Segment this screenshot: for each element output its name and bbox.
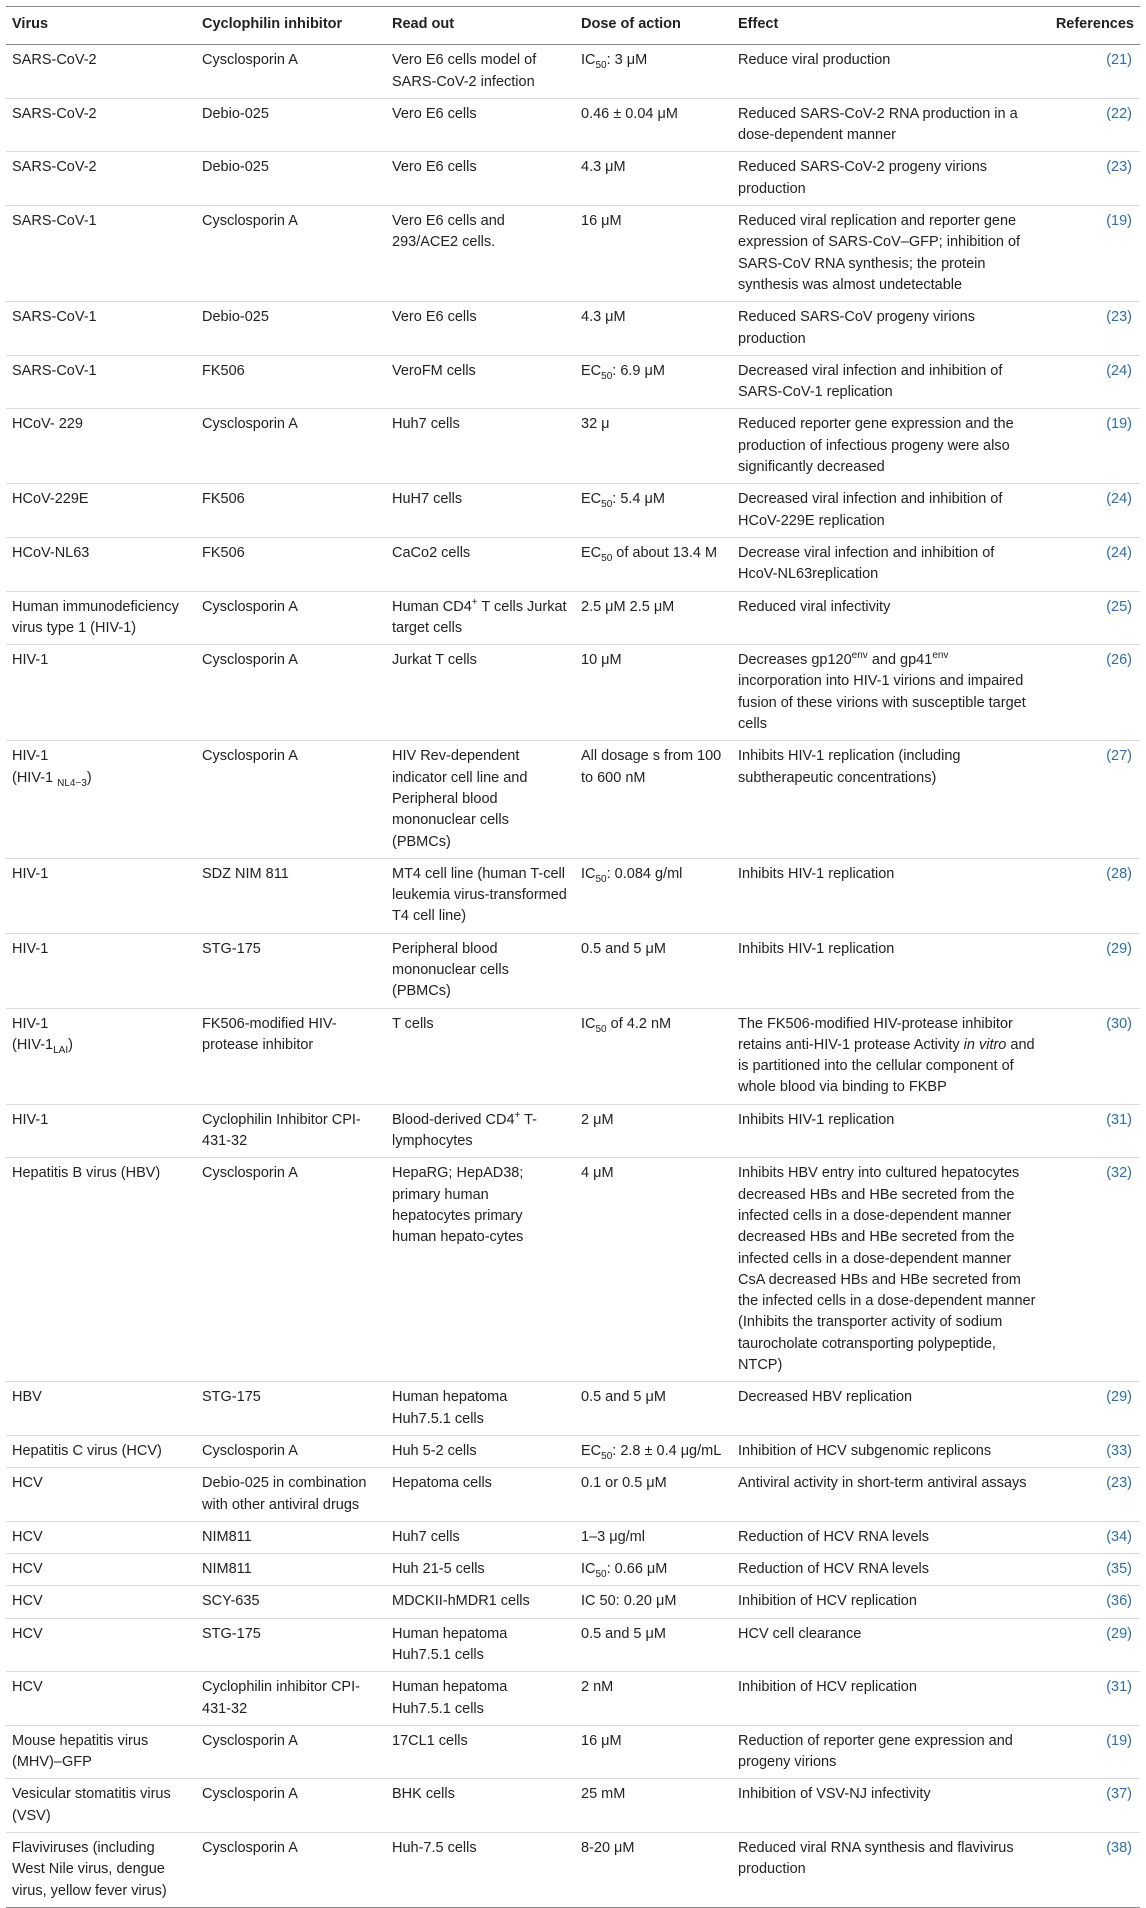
cell-effect: Reduction of reporter gene expression and progeny virions — [732, 1725, 1042, 1779]
cell-effect: Reduction of HCV RNA levels — [732, 1554, 1042, 1586]
cell-effect: Inhibits HIV-1 replication — [732, 858, 1042, 933]
cell-effect: Decreased HBV replication — [732, 1382, 1042, 1436]
cell-inhibitor: Cysclosporin A — [196, 741, 386, 858]
cell-reference[interactable]: (38) — [1042, 1833, 1140, 1908]
cell-virus: SARS-CoV-1 — [6, 355, 196, 409]
table-row — [6, 355, 1140, 409]
cell-inhibitor: Cysclosporin A — [196, 1435, 386, 1467]
cell-effect: Reduce viral production — [732, 45, 1042, 99]
cell-dose: $IC_{50}$ of 4.2 nM — [575, 1008, 732, 1104]
cell-reference[interactable]: (30) — [1042, 1008, 1140, 1104]
cell-inhibitor: Cyclophilin inhibitor CPI-431-32 — [196, 1672, 386, 1726]
table-row — [6, 302, 1140, 356]
table-row — [6, 1521, 1140, 1553]
cell-reference[interactable]: (32) — [1042, 1158, 1140, 1382]
cell-reference[interactable]: (19) — [1042, 409, 1140, 484]
cell-inhibitor: Cysclosporin A — [196, 206, 386, 302]
cell-readout: Vero E6 cells — [386, 152, 575, 206]
cell-reference[interactable]: (33) — [1042, 1435, 1140, 1467]
cell-dose: 0.5 and 5 μM — [575, 933, 732, 1008]
header-inhibitor: Cyclophilin inhibitor — [196, 7, 386, 45]
cell-virus: SARS-CoV-2 — [6, 152, 196, 206]
table-row — [6, 1672, 1140, 1726]
cell-dose: 8-20 μM — [575, 1833, 732, 1908]
cell-effect: Reduced viral replication and reporter gene expression of SARS-CoV–GFP; inhibition of SARS-CoV RNA synthesis; the protein synthesis was almost undetectable — [732, 206, 1042, 302]
cell-effect: Inhibition of HCV replication — [732, 1586, 1042, 1618]
header-readout: Read out — [386, 7, 575, 45]
cell-reference[interactable]: (29) — [1042, 933, 1140, 1008]
cell-dose: $EC_{50}$: 2.8 ± 0.4 μg/mL — [575, 1435, 732, 1467]
cell-inhibitor: Cysclosporin A — [196, 1779, 386, 1833]
table-row — [6, 206, 1140, 302]
cell-effect: Reduced viral RNA synthesis and flavivirus production — [732, 1833, 1042, 1908]
cell-dose: $EC_{50}$: 6.9 μM — [575, 355, 732, 409]
cell-dose: 16 μM — [575, 1725, 732, 1779]
cell-dose: 0.5 and 5 μM — [575, 1382, 732, 1436]
table-row — [6, 1435, 1140, 1467]
cell-effect: The FK506-modified HIV-protease inhibitor retains anti-HIV-1 protease Activity in vitro and is partitioned into the cellular component of whole blood via binding to FKBP — [732, 1008, 1042, 1104]
cell-reference[interactable]: (19) — [1042, 1725, 1140, 1779]
table-row — [6, 1833, 1140, 1908]
cell-inhibitor: Debio-025 — [196, 302, 386, 356]
cell-reference[interactable]: (29) — [1042, 1382, 1140, 1436]
cell-virus: Mouse hepatitis virus (MHV)–GFP — [6, 1725, 196, 1779]
cell-dose: 4.3 μM — [575, 152, 732, 206]
cell-virus: Hepatitis B virus (HBV) — [6, 1158, 196, 1382]
cell-reference[interactable]: (19) — [1042, 206, 1140, 302]
cell-effect: Inhibits HBV entry into cultured hepatocytes decreased HBs and HBe secreted from the infected cells in a dose-dependent manner decreased HBs and HBe secreted from the infected cells in a dose-dependent manner CsA decreased HBs and HBe secreted from the infected cells in a dose-dependent manner (Inhibits the transporter activity of sodium taurocholate cotransporting polypeptide, NTCP) — [732, 1158, 1042, 1382]
cell-dose: $EC_{50}$ of about 13.4 M — [575, 537, 732, 591]
cell-reference[interactable]: (27) — [1042, 741, 1140, 858]
cell-readout: Huh7 cells — [386, 1521, 575, 1553]
cell-dose: 2 nM — [575, 1672, 732, 1726]
cell-inhibitor: NIM811 — [196, 1521, 386, 1553]
cell-inhibitor: Cysclosporin A — [196, 45, 386, 99]
cell-effect: Reduced viral infectivity — [732, 591, 1042, 645]
cell-readout: 17CL1 cells — [386, 1725, 575, 1779]
cell-virus: HCV — [6, 1672, 196, 1726]
cell-effect: Reduction of HCV RNA levels — [732, 1521, 1042, 1553]
cell-dose: 0.46 ± 0.04 μM — [575, 98, 732, 152]
cell-inhibitor: STG-175 — [196, 1382, 386, 1436]
cell-dose: $IC_{50}$: 0.66 μM — [575, 1554, 732, 1586]
cell-inhibitor: Cysclosporin A — [196, 1833, 386, 1908]
cell-readout: Blood-derived CD4+ T-lymphocytes — [386, 1104, 575, 1158]
cell-virus: HCV — [6, 1586, 196, 1618]
cell-inhibitor: Debio-025 in combination with other antiviral drugs — [196, 1468, 386, 1522]
cell-dose: 25 mM — [575, 1779, 732, 1833]
cell-reference[interactable]: (35) — [1042, 1554, 1140, 1586]
cell-effect: Inhibits HIV-1 replication (including subtherapeutic concentrations) — [732, 741, 1042, 858]
cell-inhibitor: Cysclosporin A — [196, 591, 386, 645]
cell-inhibitor: Debio-025 — [196, 152, 386, 206]
cell-effect: Inhibition of HCV subgenomic replicons — [732, 1435, 1042, 1467]
cell-dose: 16 μM — [575, 206, 732, 302]
header-row — [6, 7, 1140, 45]
cell-reference[interactable]: (23) — [1042, 152, 1140, 206]
table-row — [6, 1779, 1140, 1833]
cell-inhibitor: Cyclophilin Inhibitor CPI-431-32 — [196, 1104, 386, 1158]
cell-inhibitor: NIM811 — [196, 1554, 386, 1586]
cell-readout: HIV Rev-dependent indicator cell line and Peripheral blood mononuclear cells (PBMCs) — [386, 741, 575, 858]
cell-inhibitor: STG-175 — [196, 933, 386, 1008]
cell-reference[interactable]: (34) — [1042, 1521, 1140, 1553]
cell-reference[interactable]: (37) — [1042, 1779, 1140, 1833]
cell-readout: Hepatoma cells — [386, 1468, 575, 1522]
header-effect: Effect — [732, 7, 1042, 45]
cell-virus: HIV-1 (HIV-1 $_{NL4-3}$) — [6, 741, 196, 858]
cell-virus: HIV-1 — [6, 933, 196, 1008]
table-row — [6, 152, 1140, 206]
cell-readout: Peripheral blood mononuclear cells (PBMCs) — [386, 933, 575, 1008]
cell-virus: HIV-1 — [6, 858, 196, 933]
cell-inhibitor: SDZ NIM 811 — [196, 858, 386, 933]
cell-readout: BHK cells — [386, 1779, 575, 1833]
cell-reference[interactable]: (24) — [1042, 537, 1140, 591]
table-row — [6, 741, 1140, 858]
cell-virus: SARS-CoV-1 — [6, 206, 196, 302]
cell-inhibitor: FK506-modified HIV-protease inhibitor — [196, 1008, 386, 1104]
cell-effect: Antiviral activity in short-term antiviral assays — [732, 1468, 1042, 1522]
cell-inhibitor: Cysclosporin A — [196, 645, 386, 741]
cell-inhibitor: FK506 — [196, 484, 386, 538]
cell-reference[interactable]: (21) — [1042, 45, 1140, 99]
cell-readout: HepaRG; HepAD38; primary human hepatocytes primary human hepato-cytes — [386, 1158, 575, 1382]
cell-virus: Flaviviruses (including West Nile virus, dengue virus, yellow fever virus) — [6, 1833, 196, 1908]
table-row — [6, 1554, 1140, 1586]
cell-readout: VeroFM cells — [386, 355, 575, 409]
cell-readout: MDCKII-hMDR1 cells — [386, 1586, 575, 1618]
cell-virus: HIV-1 — [6, 1104, 196, 1158]
header-references: References — [1042, 7, 1140, 45]
cell-inhibitor: FK506 — [196, 355, 386, 409]
cell-virus: HCV — [6, 1554, 196, 1586]
cell-readout: Huh7 cells — [386, 409, 575, 484]
cell-virus: HCoV-229E — [6, 484, 196, 538]
cell-dose: 0.5 and 5 μM — [575, 1618, 732, 1672]
cell-dose: 32 μ — [575, 409, 732, 484]
cell-dose: 0.1 or 0.5 μM — [575, 1468, 732, 1522]
cell-effect: Inhibition of HCV replication — [732, 1672, 1042, 1726]
cell-virus: Human immunodeficiency virus type 1 (HIV-1) — [6, 591, 196, 645]
table-row — [6, 1382, 1140, 1436]
cell-reference[interactable]: (24) — [1042, 355, 1140, 409]
cyclophilin-inhibitor-table — [6, 6, 1140, 1908]
cell-virus: HIV-1 — [6, 645, 196, 741]
cell-dose: 2 μM — [575, 1104, 732, 1158]
cell-effect: HCV cell clearance — [732, 1618, 1042, 1672]
cell-dose: $IC_{50}$: 3 μM — [575, 45, 732, 99]
cell-virus: SARS-CoV-1 — [6, 302, 196, 356]
cell-effect: Reduced reporter gene expression and the production of infectious progeny were also significantly decreased — [732, 409, 1042, 484]
cell-virus: HCV — [6, 1618, 196, 1672]
cell-inhibitor: Debio-025 — [196, 98, 386, 152]
cell-readout: Human hepatoma Huh7.5.1 cells — [386, 1382, 575, 1436]
cell-inhibitor: FK506 — [196, 537, 386, 591]
cell-effect: Decreases $gp120^{env}$ and $gp41^{env}$ incorporation into HIV-1 virions and impaired fusion of these virions with susceptible target cells — [732, 645, 1042, 741]
cell-dose: IC 50: 0.20 μM — [575, 1586, 732, 1618]
cell-dose: 4.3 μM — [575, 302, 732, 356]
table-body — [6, 45, 1140, 1908]
cell-inhibitor: Cysclosporin A — [196, 409, 386, 484]
cell-reference[interactable]: (36) — [1042, 1586, 1140, 1618]
cell-readout: Vero E6 cells — [386, 302, 575, 356]
cell-dose: All dosage s from 100 to 600 nM — [575, 741, 732, 858]
cell-readout: Vero E6 cells and 293/ACE2 cells. — [386, 206, 575, 302]
cell-readout: T cells — [386, 1008, 575, 1104]
cell-reference[interactable]: (29) — [1042, 1618, 1140, 1672]
cell-virus: HCV — [6, 1521, 196, 1553]
cell-effect: Decrease viral infection and inhibition of HcoV-NL63replication — [732, 537, 1042, 591]
table-row — [6, 1586, 1140, 1618]
cell-readout: Huh 21-5 cells — [386, 1554, 575, 1586]
cell-reference[interactable]: (24) — [1042, 484, 1140, 538]
table-row — [6, 484, 1140, 538]
cell-readout: Vero E6 cells model of SARS-CoV-2 infection — [386, 45, 575, 99]
cell-dose: 4 μM — [575, 1158, 732, 1382]
cell-inhibitor: STG-175 — [196, 1618, 386, 1672]
cell-reference[interactable]: (26) — [1042, 645, 1140, 741]
cell-effect: Decreased viral infection and inhibition of SARS-CoV-1 replication — [732, 355, 1042, 409]
table-row — [6, 409, 1140, 484]
cell-effect: Inhibits HIV-1 replication — [732, 933, 1042, 1008]
cell-dose: $IC_{50}$: 0.084 g/ml — [575, 858, 732, 933]
header-virus: Virus — [6, 7, 196, 45]
cell-effect: Decreased viral infection and inhibition of HCoV-229E replication — [732, 484, 1042, 538]
cell-effect: Reduced SARS-CoV-2 RNA production in a dose-dependent manner — [732, 98, 1042, 152]
cell-virus: SARS-CoV-2 — [6, 45, 196, 99]
cell-reference[interactable]: (25) — [1042, 591, 1140, 645]
table-row — [6, 591, 1140, 645]
cell-reference[interactable]: (28) — [1042, 858, 1140, 933]
table-row — [6, 933, 1140, 1008]
cell-readout: CaCo2 cells — [386, 537, 575, 591]
cell-readout: Human hepatoma Huh7.5.1 cells — [386, 1672, 575, 1726]
table-row — [6, 1468, 1140, 1522]
cell-reference[interactable]: (31) — [1042, 1104, 1140, 1158]
cell-readout: Human hepatoma Huh7.5.1 cells — [386, 1618, 575, 1672]
table-row — [6, 98, 1140, 152]
cell-readout: Huh-7.5 cells — [386, 1833, 575, 1908]
cell-reference[interactable]: (22) — [1042, 98, 1140, 152]
table-row — [6, 645, 1140, 741]
cell-virus: HIV-1 $(HIV-1_{LAI})$ — [6, 1008, 196, 1104]
cell-inhibitor: SCY-635 — [196, 1586, 386, 1618]
table-row — [6, 45, 1140, 99]
cell-virus: Hepatitis C virus (HCV) — [6, 1435, 196, 1467]
table-row — [6, 1008, 1140, 1104]
cell-effect: Reduced SARS-CoV progeny virions production — [732, 302, 1042, 356]
cell-virus: HCoV-NL63 — [6, 537, 196, 591]
table-row — [6, 1158, 1140, 1382]
cell-reference[interactable]: (23) — [1042, 1468, 1140, 1522]
cell-readout: MT4 cell line (human T-cell leukemia virus-transformed T4 cell line) — [386, 858, 575, 933]
cell-dose: 10 μM — [575, 645, 732, 741]
cell-dose: 2.5 μM 2.5 μM — [575, 591, 732, 645]
table-row — [6, 1725, 1140, 1779]
cell-inhibitor: Cysclosporin A — [196, 1725, 386, 1779]
table-row — [6, 1104, 1140, 1158]
cell-readout: Vero E6 cells — [386, 98, 575, 152]
cell-effect: Inhibition of VSV-NJ infectivity — [732, 1779, 1042, 1833]
cell-reference[interactable]: (31) — [1042, 1672, 1140, 1726]
cell-readout: Huh 5-2 cells — [386, 1435, 575, 1467]
cell-virus: SARS-CoV-2 — [6, 98, 196, 152]
cell-virus: Vesicular stomatitis virus (VSV) — [6, 1779, 196, 1833]
cell-readout: Jurkat T cells — [386, 645, 575, 741]
table-row — [6, 537, 1140, 591]
cell-virus: HBV — [6, 1382, 196, 1436]
table-row — [6, 858, 1140, 933]
cell-effect: Reduced SARS-CoV-2 progeny virions production — [732, 152, 1042, 206]
cell-effect: Inhibits HIV-1 replication — [732, 1104, 1042, 1158]
header-dose: Dose of action — [575, 7, 732, 45]
cell-virus: HCV — [6, 1468, 196, 1522]
cell-inhibitor: Cysclosporin A — [196, 1158, 386, 1382]
cell-readout: HuH7 cells — [386, 484, 575, 538]
cell-dose: 1–3 μg/ml — [575, 1521, 732, 1553]
table-row — [6, 1618, 1140, 1672]
cell-readout: Human CD4+ T cells Jurkat target cells — [386, 591, 575, 645]
cell-reference[interactable]: (23) — [1042, 302, 1140, 356]
cell-virus: HCoV- 229 — [6, 409, 196, 484]
cell-dose: $EC_{50}$: 5.4 μM — [575, 484, 732, 538]
